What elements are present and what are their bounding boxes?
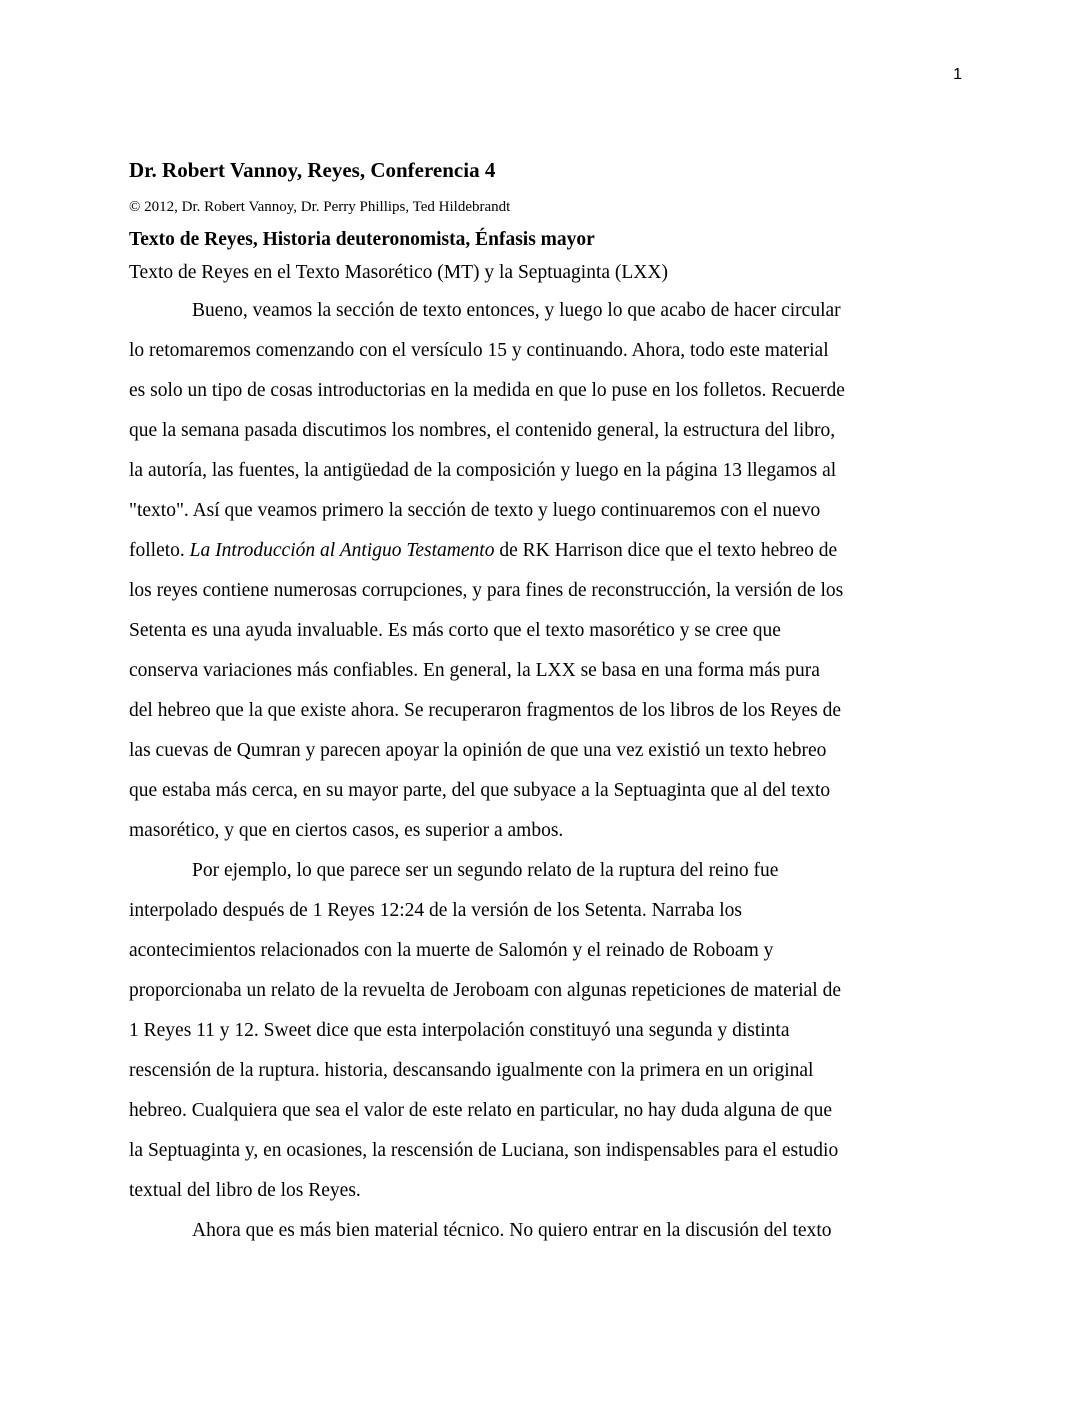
paragraph-3: [129, 1211, 961, 1251]
page-number: 1: [953, 66, 962, 83]
text-line: los reyes contiene numerosas corrupciones, y para fines de reconstrucción, la versión de los: [129, 580, 844, 601]
text-line: 1 Reyes 11 y 12. Sweet dice que esta interpolación constituyó una segunda y distinta: [129, 1020, 790, 1041]
paragraph-2: [129, 851, 961, 1211]
subheading: Texto de Reyes en el Texto Masorético (MT) y la Septuaginta (LXX): [129, 262, 668, 283]
document-title: Dr. Robert Vannoy, Reyes, Conferencia 4: [129, 158, 496, 182]
paragraph-1: [129, 291, 961, 851]
text-fragment: de RK Harrison dice que el texto hebreo de: [494, 540, 838, 561]
text-line: Por ejemplo, lo que parece ser un segundo relato de la ruptura del reino fue: [192, 860, 779, 881]
text-line: que la semana pasada discutimos los nombres, el contenido general, la estructura del libro,: [129, 420, 836, 441]
text-line: interpolado después de 1 Reyes 12:24 de la versión de los Setenta. Narraba los: [129, 900, 743, 921]
text-line: masorético, y que en ciertos casos, es superior a ambos.: [129, 820, 564, 841]
text-line: "texto". Así que veamos primero la sección de texto y luego continuaremos con el nuevo: [129, 500, 821, 521]
copyright-line: © 2012, Dr. Robert Vannoy, Dr. Perry Phillips, Ted Hildebrandt: [129, 199, 511, 215]
document-body: [129, 155, 961, 1251]
text-line: Ahora que es más bien material técnico. No quiero entrar en la discusión del texto: [192, 1220, 832, 1241]
text-line: es solo un tipo de cosas introductorias en la medida en que lo puse en los folletos. Recuerde: [129, 380, 845, 401]
text-line: del hebreo que la que existe ahora. Se recuperaron fragmentos de los libros de los Reyes de: [129, 700, 842, 721]
text-line: lo retomaremos comenzando con el versículo 15 y continuando. Ahora, todo este material: [129, 340, 829, 361]
text-line: las cuevas de Qumran y parecen apoyar la opinión de que una vez existió un texto hebreo: [129, 740, 827, 761]
text-line: la Septuaginta y, en ocasiones, la rescensión de Luciana, son indispensables para el estudio: [129, 1140, 839, 1161]
text-line-with-book-title: [129, 531, 961, 571]
section-heading: Texto de Reyes, Historia deuteronomista, Énfasis mayor: [129, 229, 595, 250]
text-line: que estaba más cerca, en su mayor parte, del que subyace a la Septuaginta que al del texto: [129, 780, 831, 801]
text-line: rescensión de la ruptura. historia, descansando igualmente con la primera en un original: [129, 1060, 814, 1081]
text-line: la autoría, las fuentes, la antigüedad de la composición y luego en la página 13 llegamos al: [129, 460, 837, 481]
text-line: Setenta es una ayuda invaluable. Es más corto que el texto masorético y se cree que: [129, 620, 781, 641]
text-line: hebreo. Cualquiera que sea el valor de este relato en particular, no hay duda alguna de que: [129, 1100, 833, 1121]
text-line: acontecimientos relacionados con la muerte de Salomón y el reinado de Roboam y: [129, 940, 774, 961]
text-fragment: folleto.: [129, 540, 190, 561]
text-line: textual del libro de los Reyes.: [129, 1180, 361, 1201]
text-line: Bueno, veamos la sección de texto entonces, y luego lo que acabo de hacer circular: [192, 300, 841, 321]
book-title: La Introducción al Antiguo Testamento: [189, 540, 495, 561]
text-line: proporcionaba un relato de la revuelta de Jeroboam con algunas repeticiones de material de: [129, 980, 841, 1001]
text-line: conserva variaciones más confiables. En general, la LXX se basa en una forma más pura: [129, 660, 820, 681]
